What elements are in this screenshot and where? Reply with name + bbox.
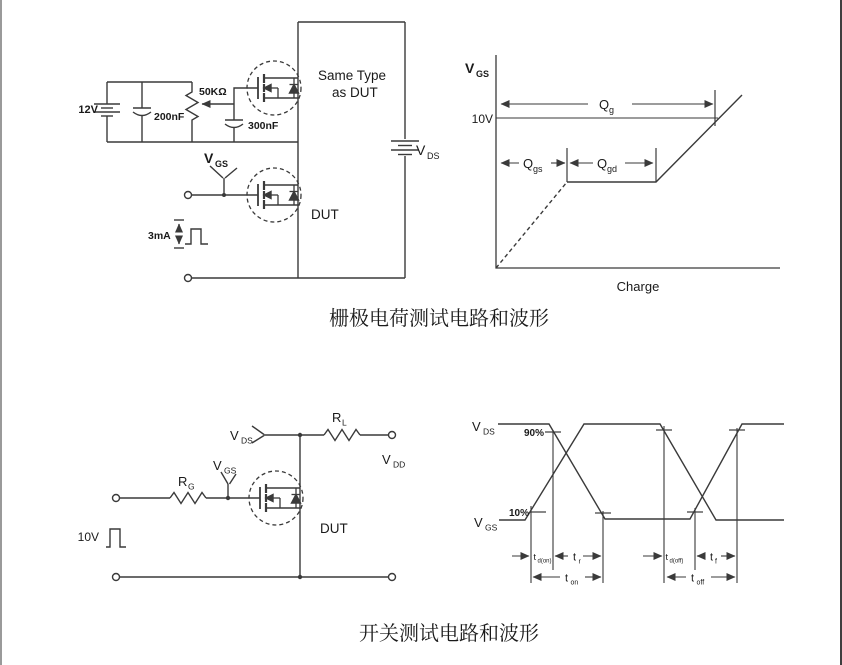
gate-charge-circuit-labels xyxy=(78,68,439,242)
upper-mosfet-label-line2: as DUT xyxy=(332,85,378,100)
gate-charge-waveform-labels xyxy=(465,60,659,294)
vgs-plateau-and-rise xyxy=(567,95,742,182)
percent-ticks xyxy=(530,430,745,513)
vgs-trace-label: V GS xyxy=(474,515,498,533)
vgs-probe xyxy=(210,166,237,197)
supply-voltage-label: 12V xyxy=(78,104,98,116)
test-circuits-diagram xyxy=(2,0,842,665)
t-off-label: t off xyxy=(691,572,705,587)
current-pulse-symbol xyxy=(174,220,208,248)
td-on-label: t d(on) xyxy=(533,552,552,565)
vgs-probe-label: V GS xyxy=(204,150,229,169)
vgs-probe-label: V GS xyxy=(213,458,237,476)
gate-input-terminal xyxy=(113,495,120,502)
y-axis-label: V GS xyxy=(465,60,490,79)
vgs-ramp-dashed xyxy=(496,182,567,268)
timing-reference-lines xyxy=(531,426,737,583)
pulse-voltage-label: 10V xyxy=(77,530,99,544)
t-on-label: t on xyxy=(565,572,579,587)
circuit-wires xyxy=(94,22,419,278)
circuit-wires xyxy=(106,430,388,578)
switching-test-circuit xyxy=(106,426,396,581)
source-junction-dot xyxy=(298,575,302,579)
pot-value-label: 50KΩ xyxy=(199,86,227,98)
qgs-label: Q gs xyxy=(523,156,543,174)
ground-terminal-right xyxy=(389,574,396,581)
dut-label: DUT xyxy=(320,521,348,536)
tr-label: t r xyxy=(573,551,581,566)
vds-supply-label: V DS xyxy=(416,142,440,161)
vdd-terminal xyxy=(389,432,396,439)
ten-percent-label: 10% xyxy=(508,508,529,519)
gate-charge-waveform xyxy=(496,55,780,268)
ninety-percent-label: 90% xyxy=(523,428,544,439)
dut-label: DUT xyxy=(311,207,339,222)
vdd-label: V DD xyxy=(382,452,406,470)
tf-label: t f xyxy=(710,551,717,566)
gate-input-terminal xyxy=(185,192,192,199)
rg-label: R G xyxy=(178,474,195,492)
rl-label: R L xyxy=(332,410,347,428)
qgd-label: Q gd xyxy=(597,156,618,174)
cap1-value-label: 200nF xyxy=(154,111,185,123)
ground-terminal xyxy=(185,275,192,282)
ground-terminal-left xyxy=(113,574,120,581)
vds-trace-label: V DS xyxy=(472,419,495,437)
qg-label: Q g xyxy=(599,97,615,115)
vgs-probe xyxy=(221,472,236,500)
waveform-axes xyxy=(496,55,780,268)
figure2-caption: 开关测试电路和波形 xyxy=(359,623,539,645)
vds-probe-label: V DS xyxy=(230,428,253,446)
upper-mosfet-label-line1: Same Type xyxy=(318,68,387,83)
ten-volt-label: 10V xyxy=(471,112,493,126)
x-axis-label: Charge xyxy=(616,279,660,294)
figure1-caption: 栅极电荷测试电路和波形 xyxy=(329,308,549,330)
cap2-value-label: 300nF xyxy=(248,120,279,132)
pulse-current-label: 3mA xyxy=(148,230,171,242)
gate-charge-circuit xyxy=(94,22,419,282)
td-off-label: t d(off) xyxy=(665,552,684,565)
